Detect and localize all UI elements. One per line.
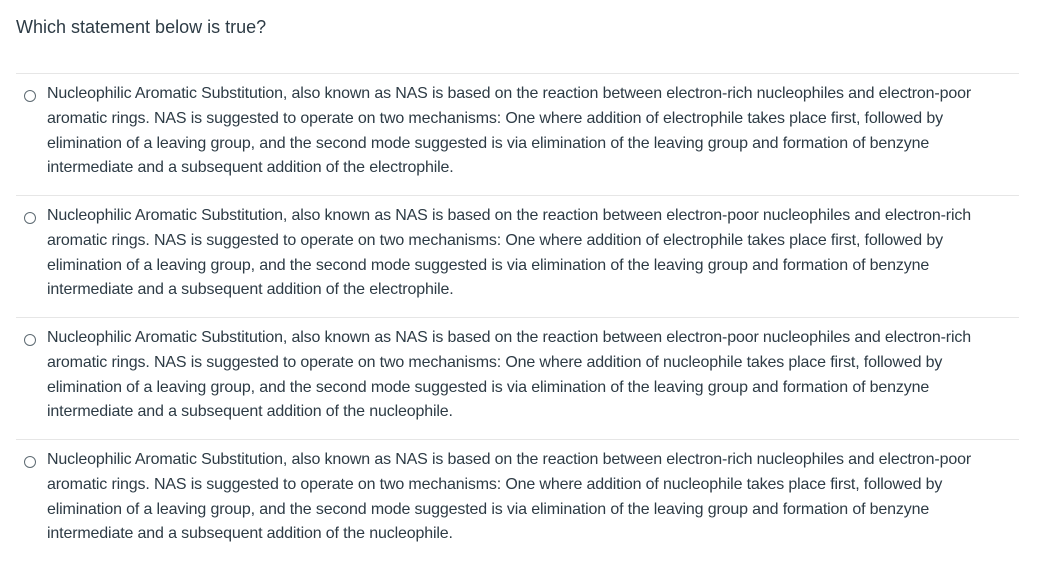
answer-option-2-text: Nucleophilic Aromatic Substitution, also known as NAS is based on the reaction between electron-poor nucleophiles and electron-rich aromatic rings. NAS is suggested to operate on two mechanisms: One where addition of electrophile takes place first, followed by elimination of a leaving group, and the second mode suggested is via elimination of the leaving group and formation of benzyne intermediate and a subsequent addition of the electrophile. <box>47 207 971 299</box>
answer-option-1[interactable] <box>16 73 1019 195</box>
answer-option-4[interactable] <box>16 439 1019 561</box>
radio-button-2[interactable] <box>24 212 36 224</box>
answer-option-4-text: Nucleophilic Aromatic Substitution, also known as NAS is based on the reaction between electron-rich nucleophiles and electron-poor aromatic rings. NAS is suggested to operate on two mechanisms: One where addition of nucleophile takes place first, followed by elimination of a leaving group, and the second mode suggested is via elimination of the leaving group and formation of benzyne intermediate and a subsequent addition of the nucleophile. <box>47 451 971 543</box>
answer-option-2[interactable] <box>16 195 1019 317</box>
answer-option-3[interactable] <box>16 317 1019 439</box>
radio-button-1[interactable] <box>24 90 36 102</box>
radio-button-3[interactable] <box>24 334 36 346</box>
answer-option-3-text: Nucleophilic Aromatic Substitution, also known as NAS is based on the reaction between electron-poor nucleophiles and electron-rich aromatic rings. NAS is suggested to operate on two mechanisms: One where addition of nucleophile takes place first, followed by elimination of a leaving group, and the second mode suggested is via elimination of the leaving group and formation of benzyne intermediate and a subsequent addition of the nucleophile. <box>47 329 971 421</box>
answer-options <box>16 73 1019 561</box>
question-prompt: Which statement below is true? <box>16 17 267 37</box>
answer-option-1-text: Nucleophilic Aromatic Substitution, also known as NAS is based on the reaction between electron-rich nucleophiles and electron-poor aromatic rings. NAS is suggested to operate on two mechanisms: One where addition of electrophile takes place first, followed by elimination of a leaving group, and the second mode suggested is via elimination of the leaving group and formation of benzyne intermediate and a subsequent addition of the electrophile. <box>47 85 971 177</box>
radio-button-4[interactable] <box>24 456 36 468</box>
